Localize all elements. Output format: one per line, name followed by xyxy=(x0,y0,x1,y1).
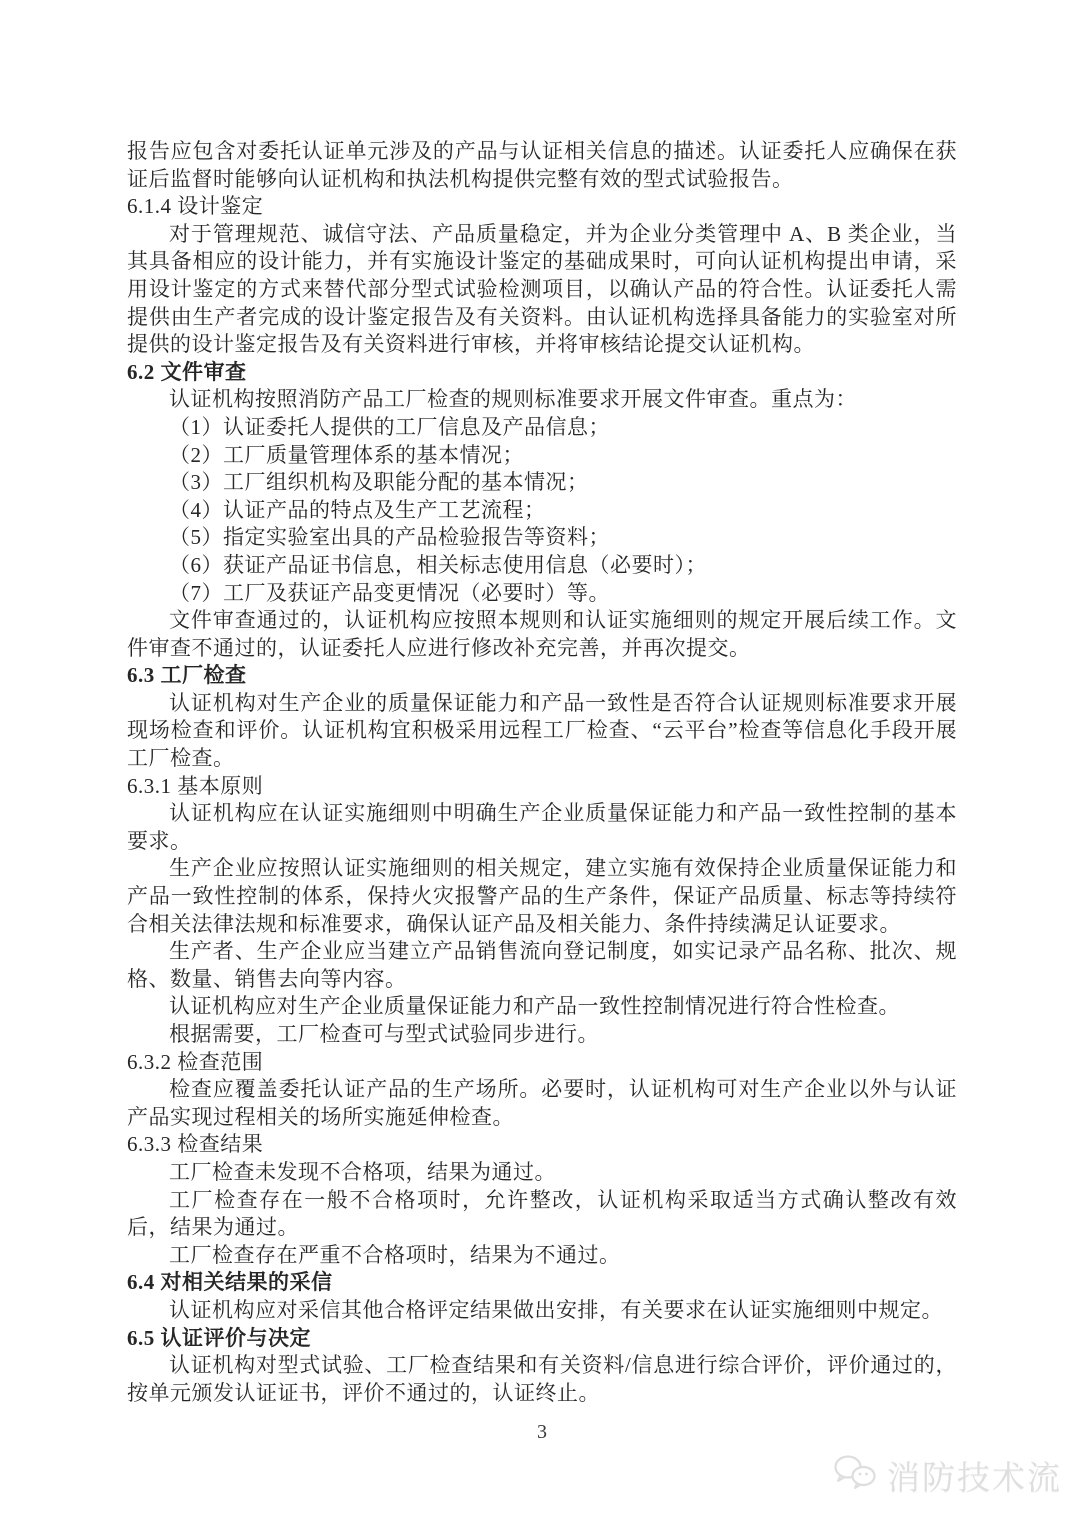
watermark-text: 消防技术流 xyxy=(887,1461,1062,1497)
list-item: （6）获证产品证书信息，相关标志使用信息（必要时）； xyxy=(169,552,707,577)
list-item: （1）认证委托人提供的工厂信息及产品信息； xyxy=(169,414,610,439)
document-paragraph: 对于管理规范、诚信守法、产品质量稳定，并为企业分类管理中 A、B 类企业，当其具备相应的设计能力，并有实施设计鉴定的基础成果时，可向认证机构提出申请，采用设计鉴定的方式来替代部分型式试验检测项目，以确认产品的符合性。认证委托人需提供由生产者完成的设计鉴定报告及有关资料。由认证机构选择具备能力的实验室对所提供的设计鉴定报告及有关资料进行审核，并将审核结论提交认证机构。 xyxy=(127,221,957,357)
subsection-heading: 6.3.3 检查结果 xyxy=(127,1132,264,1157)
document-paragraph: 工厂检查存在严重不合格项时，结果为不通过。 xyxy=(169,1242,621,1267)
document-paragraph: 文件审查通过的，认证机构应按照本规则和认证实施细则的规定开展后续工作。文件审查不通过的，认证委托人应进行修改补充完善，并再次提交。 xyxy=(127,608,957,660)
section-heading: 6.3 工厂检查 xyxy=(127,663,247,688)
list-item: （7）工厂及获证产品变更情况（必要时）等。 xyxy=(169,580,610,605)
document-paragraph: 认证机构应对采信其他合格评定结果做出安排，有关要求在认证实施细则中规定。 xyxy=(169,1297,943,1322)
wechat-icon xyxy=(833,1454,879,1497)
document-paragraph: 检查应覆盖委托认证产品的生产场所。必要时，认证机构可对生产企业以外与认证产品实现过程相关的场所实施延伸检查。 xyxy=(127,1077,957,1129)
page-number: 3 xyxy=(537,1421,547,1443)
list-item: （2）工厂质量管理体系的基本情况； xyxy=(169,442,524,467)
document-paragraph: 工厂检查未发现不合格项，结果为通过。 xyxy=(169,1159,556,1184)
document-paragraph: 报告应包含对委托认证单元涉及的产品与认证相关信息的描述。认证委托人应确保在获证后监督时能够向认证机构和执法机构提供完整有效的型式试验报告。 xyxy=(127,139,957,191)
document-paragraph: 认证机构对生产企业的质量保证能力和产品一致性是否符合认证规则标准要求开展现场检查和评价。认证机构宜积极采用远程工厂检查、“云平台”检查等信息化手段开展工厂检查。 xyxy=(127,690,957,771)
document-paragraph: 认证机构按照消防产品工厂检查的规则标准要求开展文件审查。重点为： xyxy=(169,387,857,412)
document-paragraph: 认证机构对型式试验、工厂检查结果和有关资料/信息进行综合评价，评价通过的，按单元颁发认证证书，评价不通过的，认证终止。 xyxy=(127,1353,957,1405)
subsection-heading: 6.3.2 检查范围 xyxy=(127,1049,264,1074)
document-paragraph: 认证机构应在认证实施细则中明确生产企业质量保证能力和产品一致性控制的基本要求。 xyxy=(127,801,957,853)
document-paragraph: 生产企业应按照认证实施细则的相关规定，建立实施有效保持企业质量保证能力和产品一致性控制的体系，保持火灾报警产品的生产条件，保证产品质量、标志等持续符合相关法律法规和标准要求，确保认证产品及相关能力、条件持续满足认证要求。 xyxy=(127,856,957,936)
subsection-heading: 6.3.1 基本原则 xyxy=(127,773,264,798)
section-heading: 6.2 文件审查 xyxy=(127,359,247,384)
document-paragraph: 认证机构应对生产企业质量保证能力和产品一致性控制情况进行符合性检查。 xyxy=(169,994,900,1019)
list-item: （5）指定实验室出具的产品检验报告等资料； xyxy=(169,525,610,550)
watermark xyxy=(833,1452,1062,1499)
section-heading: 6.4 对相关结果的采信 xyxy=(127,1270,333,1295)
list-item: （4）认证产品的特点及生产工艺流程； xyxy=(169,497,546,522)
document-paragraph: 根据需要，工厂检查可与型式试验同步进行。 xyxy=(169,1022,599,1046)
section-heading: 6.5 认证评价与决定 xyxy=(127,1325,311,1350)
document-body xyxy=(127,138,957,1407)
list-item: （3）工厂组织机构及职能分配的基本情况； xyxy=(169,470,589,495)
document-paragraph: 工厂检查存在一般不合格项时，允许整改，认证机构采取适当方式确认整改有效后，结果为通过。 xyxy=(127,1187,957,1240)
document-paragraph: 生产者、生产企业应当建立产品销售流向登记制度，如实记录产品名称、批次、规格、数量、销售去向等内容。 xyxy=(127,939,957,991)
subsection-heading: 6.1.4 设计鉴定 xyxy=(127,194,264,219)
